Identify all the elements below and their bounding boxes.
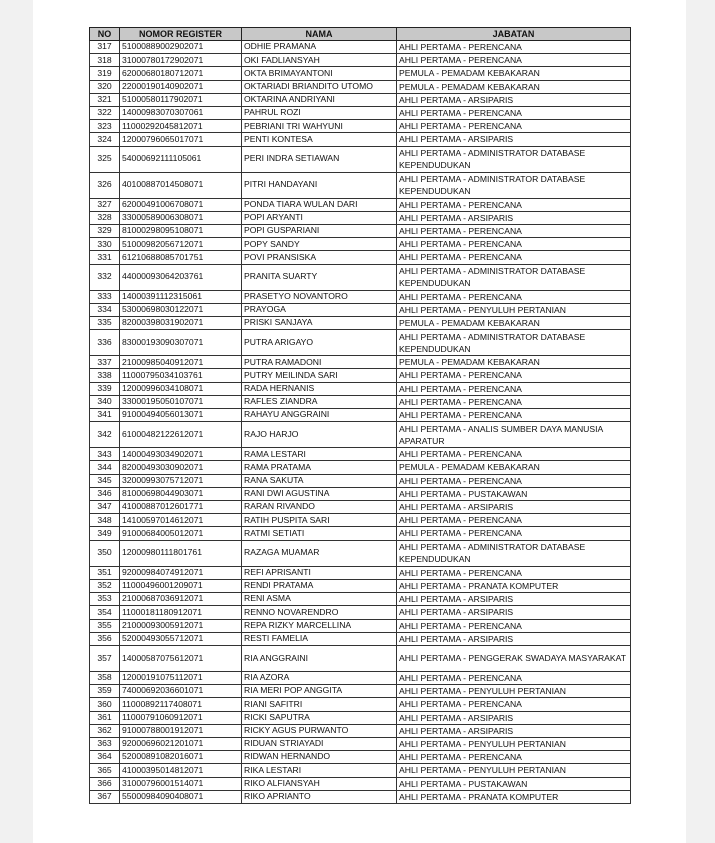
cell-nama: RAFLES ZIANDRA [242,395,397,408]
cell-nama: RENDI PRATAMA [242,579,397,592]
table-row [90,751,631,764]
cell-nama: RIDWAN HERNANDO [242,751,397,764]
table-row [90,238,631,251]
cell-nomor-register: 51000982056712071 [120,238,242,251]
cell-jabatan: AHLI PERTAMA - PERENCANA [397,409,631,422]
cell-jabatan: PEMULA - PEMADAM KEBAKARAN [397,356,631,369]
cell-no: 322 [90,107,120,120]
table-row [90,264,631,290]
cell-nomor-register: 33000589006308071 [120,211,242,224]
cell-nama: PRISKI SANJAYA [242,317,397,330]
cell-nama: POPI GUSPARIANI [242,225,397,238]
cell-no: 349 [90,527,120,540]
cell-no: 360 [90,698,120,711]
cell-jabatan: AHLI PERTAMA - PERENCANA [397,107,631,120]
cell-jabatan: PEMULA - PEMADAM KEBAKARAN [397,461,631,474]
cell-nomor-register: 11000496001209071 [120,579,242,592]
table-row [90,54,631,67]
table-row [90,764,631,777]
cell-no: 350 [90,540,120,566]
cell-nomor-register: 12000996034108071 [120,382,242,395]
cell-nama: POVI PRANSISKA [242,251,397,264]
table-row [90,80,631,93]
cell-jabatan: AHLI PERTAMA - ARSIPARIS [397,93,631,106]
cell-jabatan: AHLI PERTAMA - PERENCANA [397,474,631,487]
cell-jabatan: AHLI PERTAMA - ADMINISTRATOR DATABASE KEPENDUDUKAN [397,540,631,566]
cell-nama: RATIH PUSPITA SARI [242,514,397,527]
cell-jabatan: AHLI PERTAMA - PERENCANA [397,120,631,133]
cell-jabatan: AHLI PERTAMA - PENYULUH PERTANIAN [397,737,631,750]
table-header-row [90,28,631,41]
cell-no: 364 [90,751,120,764]
cell-nama: RIKO APRIANTO [242,790,397,803]
cell-nomor-register: 82000493030902071 [120,461,242,474]
table-row [90,133,631,146]
table-row [90,606,631,619]
table-row [90,579,631,592]
cell-nama: OKI FADLIANSYAH [242,54,397,67]
cell-jabatan: AHLI PERTAMA - ARSIPARIS [397,133,631,146]
cell-no: 339 [90,382,120,395]
cell-jabatan: AHLI PERTAMA - ARSIPARIS [397,711,631,724]
cell-nama: RAHAYU ANGGRAINI [242,409,397,422]
cell-no: 328 [90,211,120,224]
cell-jabatan: AHLI PERTAMA - PERENCANA [397,698,631,711]
cell-nama: POPI ARYANTI [242,211,397,224]
cell-nama: PERI INDRA SETIAWAN [242,146,397,172]
cell-jabatan: AHLI PERTAMA - ARSIPARIS [397,724,631,737]
cell-no: 357 [90,645,120,671]
cell-no: 344 [90,461,120,474]
cell-no: 351 [90,566,120,579]
table-row [90,356,631,369]
cell-no: 325 [90,146,120,172]
table-row [90,120,631,133]
cell-no: 335 [90,317,120,330]
cell-nama: ODHIE PRAMANA [242,41,397,54]
cell-nomor-register: 41000887012601771 [120,501,242,514]
cell-nomor-register: 51000889002902071 [120,41,242,54]
cell-no: 340 [90,395,120,408]
cell-no: 341 [90,409,120,422]
cell-nama: RENI ASMA [242,593,397,606]
table-row [90,382,631,395]
cell-nomor-register: 83000193090307071 [120,330,242,356]
cell-jabatan: AHLI PERTAMA - PERENCANA [397,225,631,238]
cell-jabatan: AHLI PERTAMA - PERENCANA [397,382,631,395]
cell-nama: RIANI SAFITRI [242,698,397,711]
cell-nomor-register: 82000398031902071 [120,317,242,330]
cell-nama: RATMI SETIATI [242,527,397,540]
cell-nomor-register: 11000791060912071 [120,711,242,724]
cell-no: 330 [90,238,120,251]
cell-jabatan: AHLI PERTAMA - PERENCANA [397,41,631,54]
cell-no: 333 [90,290,120,303]
cell-jabatan: AHLI PERTAMA - PERENCANA [397,54,631,67]
table-row [90,527,631,540]
table-row [90,685,631,698]
table-row [90,448,631,461]
table-row [90,409,631,422]
cell-no: 329 [90,225,120,238]
cell-nomor-register: 61210688085701751 [120,251,242,264]
cell-nomor-register: 91000684005012071 [120,527,242,540]
cell-no: 358 [90,671,120,684]
cell-no: 343 [90,448,120,461]
cell-nomor-register: 53000698030122071 [120,303,242,316]
cell-nama: RAMA PRATAMA [242,461,397,474]
cell-jabatan: AHLI PERTAMA - PERENCANA [397,514,631,527]
cell-nama: POPY SANDY [242,238,397,251]
cell-jabatan: AHLI PERTAMA - ADMINISTRATOR DATABASE KEPENDUDUKAN [397,264,631,290]
cell-nama: RIKO ALFIANSYAH [242,777,397,790]
cell-jabatan: AHLI PERTAMA - PERENCANA [397,395,631,408]
cell-nomor-register: 40100887014508071 [120,172,242,198]
cell-nomor-register: 11000795034103761 [120,369,242,382]
cell-nama: OKTARIADI BRIANDITO UTOMO [242,80,397,93]
cell-jabatan: AHLI PERTAMA - PRANATA KOMPUTER [397,790,631,803]
cell-no: 348 [90,514,120,527]
cell-nama: OKTARINA ANDRIYANI [242,93,397,106]
cell-nama: PRAYOGA [242,303,397,316]
table-row [90,251,631,264]
cell-nama: PUTRY MEILINDA SARI [242,369,397,382]
cell-jabatan: AHLI PERTAMA - PERENCANA [397,527,631,540]
register-table [89,27,631,804]
cell-nomor-register: 14000391112315061 [120,290,242,303]
cell-nama: PUTRA RAMADONI [242,356,397,369]
cell-nomor-register: 31000796001514071 [120,777,242,790]
cell-no: 338 [90,369,120,382]
table-row [90,330,631,356]
cell-jabatan: AHLI PERTAMA - PERENCANA [397,251,631,264]
cell-nama: RIA AZORA [242,671,397,684]
table-row [90,671,631,684]
cell-no: 361 [90,711,120,724]
cell-no: 317 [90,41,120,54]
cell-jabatan: AHLI PERTAMA - PRANATA KOMPUTER [397,579,631,592]
cell-nama: RANA SAKUTA [242,474,397,487]
table-row [90,225,631,238]
cell-nomor-register: 41000395014812071 [120,764,242,777]
cell-no: 365 [90,764,120,777]
cell-nomor-register: 62000680180712071 [120,67,242,80]
header-no: NO [90,28,120,41]
cell-nama: RAJO HARJO [242,422,397,448]
table-row [90,593,631,606]
document-page [33,0,686,843]
cell-nomor-register: 12000191075112071 [120,671,242,684]
cell-nama: RANI DWI AGUSTINA [242,487,397,500]
cell-nama: RICKY AGUS PURWANTO [242,724,397,737]
table-row [90,93,631,106]
cell-no: 346 [90,487,120,500]
cell-jabatan: AHLI PERTAMA - ARSIPARIS [397,632,631,645]
table-row [90,317,631,330]
cell-nomor-register: 21000093005912071 [120,619,242,632]
cell-jabatan: AHLI PERTAMA - ARSIPARIS [397,211,631,224]
cell-jabatan: AHLI PERTAMA - ARSIPARIS [397,593,631,606]
cell-nomor-register: 11000181180912071 [120,606,242,619]
cell-nomor-register: 61000482122612071 [120,422,242,448]
cell-nama: RAZAGA MUAMAR [242,540,397,566]
table-row [90,487,631,500]
cell-jabatan: AHLI PERTAMA - PERENCANA [397,566,631,579]
cell-jabatan: PEMULA - PEMADAM KEBAKARAN [397,67,631,80]
cell-nama: PEBRIANI TRI WAHYUNI [242,120,397,133]
cell-nomor-register: 14100597014612071 [120,514,242,527]
header-jabatan: JABATAN [397,28,631,41]
table-row [90,698,631,711]
cell-jabatan: AHLI PERTAMA - PERENCANA [397,448,631,461]
cell-nama: RAMA LESTARI [242,448,397,461]
cell-nomor-register: 22000190140902071 [120,80,242,93]
table-row [90,474,631,487]
cell-nomor-register: 12000980111801761 [120,540,242,566]
cell-nama: PONDA TIARA WULAN DARI [242,198,397,211]
table-row [90,107,631,120]
cell-nama: RIA ANGGRAINI [242,645,397,671]
cell-nama: PAHRUL ROZI [242,107,397,120]
cell-no: 327 [90,198,120,211]
cell-no: 337 [90,356,120,369]
cell-no: 359 [90,685,120,698]
cell-jabatan: AHLI PERTAMA - PENYULUH PERTANIAN [397,764,631,777]
table-row [90,540,631,566]
cell-no: 367 [90,790,120,803]
table-row [90,566,631,579]
cell-nomor-register: 14000983070307061 [120,107,242,120]
cell-jabatan: AHLI PERTAMA - PENYULUH PERTANIAN [397,685,631,698]
table-row [90,645,631,671]
cell-no: 363 [90,737,120,750]
cell-jabatan: AHLI PERTAMA - PERENCANA [397,369,631,382]
header-nama: NAMA [242,28,397,41]
cell-no: 366 [90,777,120,790]
cell-nama: REFI APRISANTI [242,566,397,579]
cell-no: 323 [90,120,120,133]
table-row [90,711,631,724]
cell-nomor-register: 33000195050107071 [120,395,242,408]
table-row [90,724,631,737]
cell-no: 362 [90,724,120,737]
cell-no: 356 [90,632,120,645]
table-row [90,198,631,211]
cell-nama: PENTI KONTESA [242,133,397,146]
cell-no: 342 [90,422,120,448]
cell-nama: PITRI HANDAYANI [242,172,397,198]
cell-no: 354 [90,606,120,619]
cell-nomor-register: 92000984074912071 [120,566,242,579]
header-nomor-register: NOMOR REGISTER [120,28,242,41]
cell-nama: RIKA LESTARI [242,764,397,777]
cell-nomor-register: 74000692036601071 [120,685,242,698]
cell-no: 334 [90,303,120,316]
cell-jabatan: AHLI PERTAMA - PERENCANA [397,751,631,764]
cell-jabatan: AHLI PERTAMA - ARSIPARIS [397,501,631,514]
cell-jabatan: AHLI PERTAMA - PUSTAKAWAN [397,777,631,790]
cell-no: 326 [90,172,120,198]
cell-jabatan: AHLI PERTAMA - ADMINISTRATOR DATABASE KEPENDUDUKAN [397,172,631,198]
cell-nomor-register: 31000780172902071 [120,54,242,67]
cell-no: 318 [90,54,120,67]
table-row [90,514,631,527]
table-row [90,422,631,448]
cell-nomor-register: 91000788001912071 [120,724,242,737]
cell-nama: RICKI SAPUTRA [242,711,397,724]
cell-nomor-register: 44000093064203761 [120,264,242,290]
cell-no: 321 [90,93,120,106]
table-row [90,369,631,382]
cell-nomor-register: 54000692111105061 [120,146,242,172]
cell-jabatan: AHLI PERTAMA - ARSIPARIS [397,606,631,619]
table-row [90,619,631,632]
cell-nama: PRANITA SUARTY [242,264,397,290]
table-row [90,395,631,408]
cell-nama: RESTI FAMELIA [242,632,397,645]
cell-nomor-register: 11000292045812071 [120,120,242,133]
table-row [90,41,631,54]
cell-no: 355 [90,619,120,632]
table-row [90,461,631,474]
cell-nama: RIDUAN STRIAYADI [242,737,397,750]
cell-jabatan: AHLI PERTAMA - ANALIS SUMBER DAYA MANUSIA APARATUR [397,422,631,448]
cell-nomor-register: 91000494056013071 [120,409,242,422]
cell-nomor-register: 11000892117408071 [120,698,242,711]
cell-nomor-register: 62000491006708071 [120,198,242,211]
cell-nomor-register: 12000796065017071 [120,133,242,146]
cell-no: 320 [90,80,120,93]
cell-jabatan: AHLI PERTAMA - PERENCANA [397,290,631,303]
cell-no: 347 [90,501,120,514]
cell-nama: RARAN RIVANDO [242,501,397,514]
cell-no: 336 [90,330,120,356]
cell-jabatan: PEMULA - PEMADAM KEBAKARAN [397,317,631,330]
table-body [90,41,631,804]
table-row [90,790,631,803]
cell-nama: RIA MERI POP ANGGITA [242,685,397,698]
cell-nama: RADA HERNANIS [242,382,397,395]
cell-no: 332 [90,264,120,290]
cell-nomor-register: 21000687036912071 [120,593,242,606]
cell-no: 319 [90,67,120,80]
cell-nomor-register: 14000493034902071 [120,448,242,461]
table-row [90,172,631,198]
table-row [90,737,631,750]
cell-nama: RENNO NOVARENDRO [242,606,397,619]
cell-nomor-register: 21000985040912071 [120,356,242,369]
cell-nomor-register: 81000698044903071 [120,487,242,500]
cell-jabatan: AHLI PERTAMA - ADMINISTRATOR DATABASE KEPENDUDUKAN [397,330,631,356]
table-row [90,632,631,645]
cell-nomor-register: 51000580117902071 [120,93,242,106]
cell-nama: PUTRA ARIGAYO [242,330,397,356]
table-row [90,501,631,514]
cell-jabatan: AHLI PERTAMA - ADMINISTRATOR DATABASE KEPENDUDUKAN [397,146,631,172]
table-row [90,67,631,80]
cell-nomor-register: 52000891082016071 [120,751,242,764]
cell-nomor-register: 81000298095108071 [120,225,242,238]
cell-jabatan: AHLI PERTAMA - PUSTAKAWAN [397,487,631,500]
cell-nama: OKTA BRIMAYANTONI [242,67,397,80]
cell-no: 345 [90,474,120,487]
cell-nomor-register: 32000993075712071 [120,474,242,487]
cell-no: 331 [90,251,120,264]
table-row [90,303,631,316]
cell-nomor-register: 55000984090408071 [120,790,242,803]
table-row [90,777,631,790]
cell-no: 353 [90,593,120,606]
table-row [90,146,631,172]
cell-no: 352 [90,579,120,592]
cell-jabatan: AHLI PERTAMA - PERENCANA [397,671,631,684]
cell-nomor-register: 14000587075612071 [120,645,242,671]
cell-nama: PRASETYO NOVANTORO [242,290,397,303]
cell-nomor-register: 92000696021201071 [120,737,242,750]
table-row [90,290,631,303]
cell-jabatan: AHLI PERTAMA - PENGGERAK SWADAYA MASYARAKAT [397,645,631,671]
cell-jabatan: AHLI PERTAMA - PERENCANA [397,238,631,251]
cell-jabatan: AHLI PERTAMA - PENYULUH PERTANIAN [397,303,631,316]
cell-jabatan: PEMULA - PEMADAM KEBAKARAN [397,80,631,93]
table-row [90,211,631,224]
cell-nama: REPA RIZKY MARCELLINA [242,619,397,632]
cell-nomor-register: 52000493055712071 [120,632,242,645]
cell-no: 324 [90,133,120,146]
cell-jabatan: AHLI PERTAMA - PERENCANA [397,619,631,632]
cell-jabatan: AHLI PERTAMA - PERENCANA [397,198,631,211]
